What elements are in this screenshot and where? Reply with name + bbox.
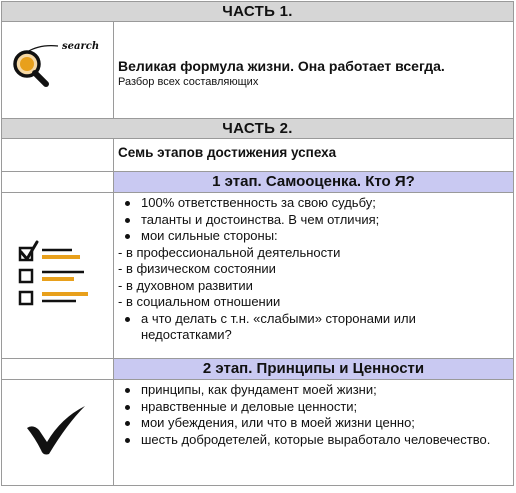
document-table — [1, 1, 514, 486]
part2-title: Семь этапов достижения успеха — [114, 139, 514, 172]
list-item: - в духовном развитии — [118, 277, 253, 293]
part1-header-row — [2, 2, 514, 22]
stage1-list — [114, 195, 509, 344]
stage1-header-empty — [2, 172, 114, 193]
part2-heading: ЧАСТЬ 2. — [2, 119, 514, 139]
search-icon-label: search — [61, 40, 99, 52]
part1-icon-cell — [2, 22, 114, 119]
part2-empty-cell — [2, 139, 114, 172]
list-item: мои убеждения, или что в моей жизни ценно; — [114, 415, 509, 432]
stage1-heading: 1 этап. Самооценка. Кто Я? — [114, 172, 514, 193]
checklist-icon — [10, 238, 106, 308]
stage2-row — [2, 380, 514, 486]
checkmark-icon — [23, 402, 93, 458]
part1-title-cell — [114, 22, 514, 119]
stage2-list — [114, 382, 509, 448]
list-item: а что делать с т.н. «слабыми» сторонами или недостатками? — [114, 311, 509, 344]
list-item: шесть добродетелей, которые выработало человечество. — [114, 432, 509, 449]
stage1-list-cell — [114, 193, 514, 359]
list-item: - в профессиональной деятельности — [118, 244, 341, 260]
list-item: 100% ответственность за свою судьбу; — [114, 195, 509, 212]
part1-row — [2, 22, 514, 119]
list-item: мои сильные стороны: — [114, 228, 509, 245]
stage1-icon-cell — [2, 193, 114, 359]
list-item: - в физическом состоянии — [118, 261, 276, 276]
part1-title: Великая формула жизни. Она работает всегда. — [118, 58, 445, 74]
part2-row — [2, 139, 514, 172]
stage2-heading: 2 этап. Принципы и Ценности — [114, 359, 514, 380]
part1-heading: ЧАСТЬ 1. — [2, 2, 514, 22]
stage1-row — [2, 193, 514, 359]
list-item: принципы, как фундамент моей жизни; — [114, 382, 509, 399]
list-item: нравственные и деловые ценности; — [114, 399, 509, 416]
part1-subtitle: Разбор всех составляющих — [118, 76, 259, 88]
magnifier-search-icon — [6, 38, 110, 98]
stage2-list-cell — [114, 380, 514, 486]
part2-header-row — [2, 119, 514, 139]
stage2-header-row — [2, 359, 514, 380]
list-item: таланты и достоинства. В чем отличия; — [114, 212, 509, 229]
stage2-icon-cell — [2, 380, 114, 486]
stage2-header-empty — [2, 359, 114, 380]
stage1-header-row — [2, 172, 514, 193]
list-item: - в социальном отношении — [118, 294, 281, 309]
